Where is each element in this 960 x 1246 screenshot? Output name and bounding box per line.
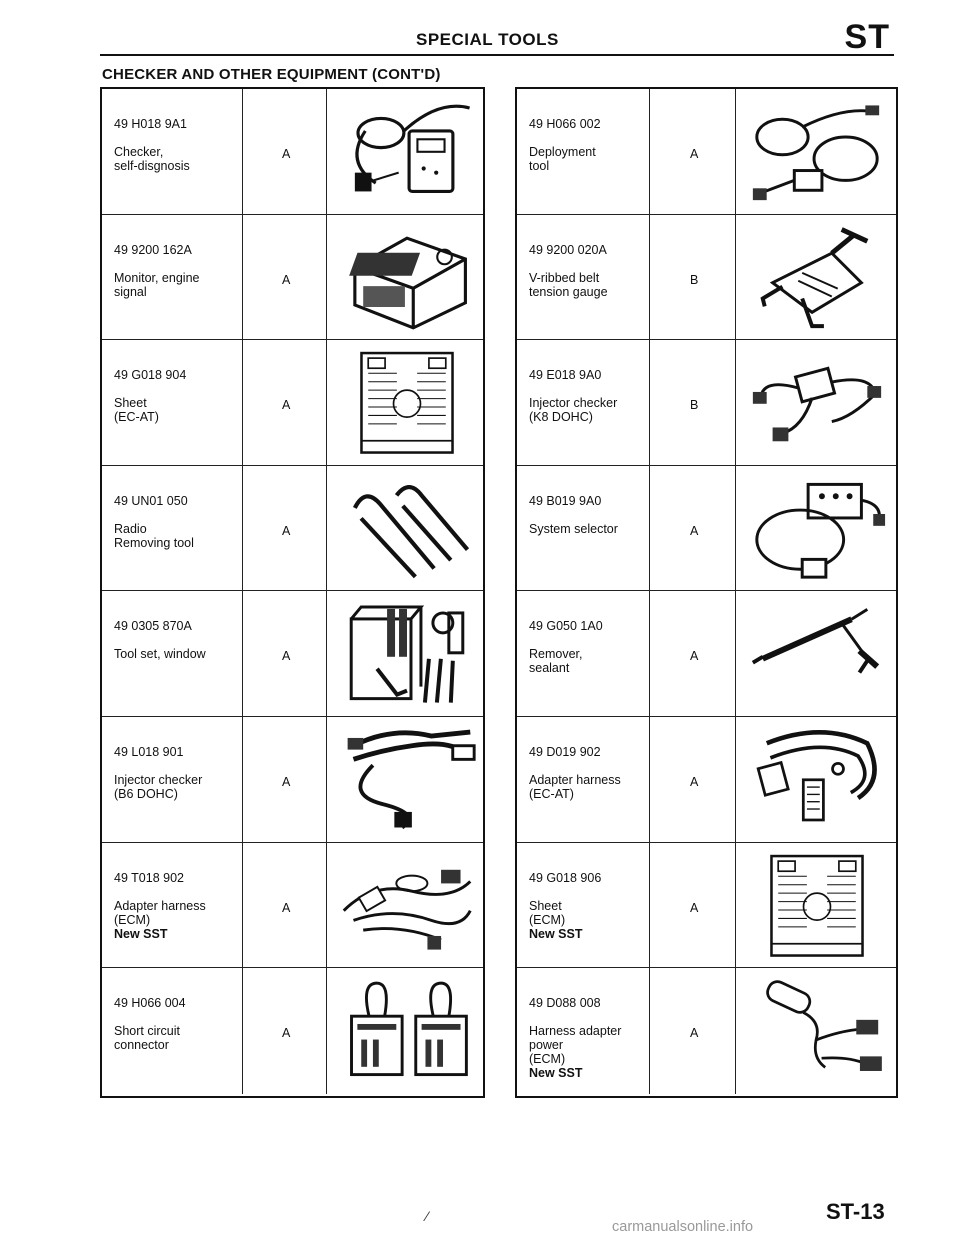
watermark: carmanualsonline.info [612,1219,754,1235]
part-number: 49 H066 004 [114,996,186,1011]
tool-name-line: Sheet [529,898,562,913]
tool-table-right [515,87,898,1098]
new-sst-label: New SST [529,926,583,941]
tool-name-line: Checker, [114,145,164,159]
column-divider [326,215,327,340]
part-number: 49 9200 020A [529,242,607,257]
part-number: 49 G050 1A0 [529,619,603,634]
column-divider [242,843,243,968]
column-divider [326,968,327,1094]
tool-category: A [282,775,291,789]
part-number: 49 D088 008 [529,996,601,1011]
tool-name-line: Remover, [529,647,583,662]
pin-sheet-icon [334,348,480,458]
tool-category: A [282,649,291,664]
section-code: ST [844,18,890,56]
column-divider [649,340,650,465]
part-number: 49 G018 906 [529,870,602,885]
tool-row [102,215,483,341]
tool-name-line: (ECM) [114,912,151,927]
tool-description-cell [114,871,206,941]
tool-name-line: tool [529,159,550,173]
part-number: 49 L018 901 [114,745,184,759]
column-divider [242,591,243,716]
column-divider [735,717,736,842]
tool-category: A [690,775,699,789]
window-tool-set-icon [334,599,480,709]
tool-category: A [282,147,291,161]
tool-name-line: (EC-AT) [114,410,159,425]
tool-row [102,843,483,969]
tool-name-line: (B6 DOHC) [114,787,178,801]
column-divider [649,968,650,1094]
tool-name-line: Removing tool [114,535,194,550]
column-divider [326,717,327,842]
page-header [100,18,894,56]
tool-name-line: Deployment [529,145,596,159]
tool-row [517,843,896,969]
part-number: 49 9200 162A [114,242,192,257]
tool-category: A [282,900,291,915]
injector-checker-icon [743,348,891,458]
tool-row [102,466,483,592]
tool-category: A [690,523,699,538]
tool-description-cell [114,117,190,173]
tool-description-cell [529,619,603,675]
injector-checker-harness-icon [334,725,480,835]
tool-name-line: Adapter harness [529,773,621,787]
tool-row [517,340,896,466]
tool-description-cell [114,368,186,424]
column-divider [649,717,650,842]
tool-row [102,717,483,843]
tool-name-line: Sheet [114,396,147,411]
tool-description-cell [114,996,186,1052]
column-divider [735,340,736,465]
tool-description-cell [114,243,199,299]
column-divider [649,89,650,214]
tool-row [517,968,896,1094]
engine-signal-monitor-icon [334,223,480,333]
tool-name-line: Short circuit [114,1024,180,1039]
tool-name-line: connector [114,1038,169,1053]
part-number: 49 H066 002 [529,117,601,131]
tool-name-line: V-ribbed belt [529,270,600,285]
column-divider [326,843,327,968]
tool-category: A [282,1026,291,1041]
tool-description-cell [529,871,601,941]
tool-row [517,89,896,215]
tool-name-line: Injector checker [114,773,203,787]
tool-name-line: Injector checker [529,396,618,411]
column-divider [242,717,243,842]
tool-name-line: (K8 DOHC) [529,410,593,425]
harness-adapter-power-icon [743,976,891,1086]
tool-name-line: System selector [529,521,618,536]
short-circuit-connector-icon [334,976,480,1086]
column-divider [326,591,327,716]
new-sst-label: New SST [529,1066,583,1081]
tool-description-cell [529,996,621,1080]
tool-name-line: sealant [529,661,570,676]
column-divider [326,466,327,591]
tool-row [102,89,483,215]
tool-description-cell [529,745,621,801]
adapter-harness-ecat-icon [743,725,891,835]
page-number: ST-13 [826,1199,885,1224]
new-sst-label: New SST [114,926,168,941]
tool-name-line: Monitor, engine [114,270,200,285]
column-divider [735,843,736,968]
tool-description-cell [114,619,206,661]
sealant-remover-icon [743,599,891,709]
page-title: SPECIAL TOOLS [416,30,559,49]
column-divider [735,591,736,716]
tool-name-line: power [529,1038,564,1053]
column-divider [649,843,650,968]
pin-sheet-icon [743,851,891,961]
tool-name-line: Harness adapter [529,1024,622,1039]
part-number: 49 0305 870A [114,619,192,634]
column-divider [735,968,736,1094]
part-number: 49 UN01 050 [114,493,188,508]
tool-name-line: (EC-AT) [529,787,574,801]
tool-description-cell [529,494,618,536]
section-title: CHECKER AND OTHER EQUIPMENT (CONT'D) [102,66,441,83]
part-number: 49 T018 902 [114,870,184,885]
column-divider [649,215,650,340]
tool-name-line: tension gauge [529,284,608,299]
tool-category: A [282,398,291,413]
tool-name-line: self-disgnosis [114,159,190,173]
tool-description-cell [529,117,601,173]
tool-description-cell [114,494,194,550]
tool-row [102,968,483,1094]
part-number: 49 G018 904 [114,368,187,383]
tool-row [517,591,896,717]
column-divider [242,340,243,465]
adapter-harness-icon [334,851,480,961]
column-divider [242,89,243,214]
tool-category: B [690,398,699,413]
tool-name-line: Radio [114,521,147,536]
system-selector-icon [743,474,891,584]
tool-row [517,717,896,843]
part-number: 49 H018 9A1 [114,117,187,131]
tool-category: A [690,649,699,664]
tool-category: A [282,272,291,287]
radio-removing-tool-icon [334,474,480,584]
tool-category: A [282,523,291,538]
part-number: 49 E018 9A0 [529,368,602,383]
part-number: 49 B019 9A0 [529,493,602,508]
tool-description-cell [529,243,608,299]
part-number: 49 D019 902 [529,745,601,759]
column-divider [735,466,736,591]
tool-category: A [690,1026,699,1041]
checker-self-diagnosis-icon [334,97,480,207]
column-divider [326,340,327,465]
tool-name-line: Tool set, window [114,647,206,662]
tool-name-line: Adapter harness [114,898,206,913]
tool-category: A [690,900,699,915]
column-divider [242,215,243,340]
tool-category: B [690,272,699,287]
column-divider [649,466,650,591]
tool-row [517,466,896,592]
tool-description-cell [529,368,617,424]
tool-table-left [100,87,485,1098]
tool-row [102,591,483,717]
tool-category: A [690,147,699,161]
column-divider [242,968,243,1094]
tool-name-line: (ECM) [529,1052,566,1067]
column-divider [735,215,736,340]
tool-row [517,215,896,341]
tool-description-cell [114,745,202,801]
tool-row [102,340,483,466]
tool-name-line: signal [114,284,147,299]
tool-name-line: (ECM) [529,912,566,927]
stray-mark: ⁄ [426,1208,429,1224]
belt-tension-gauge-icon [743,223,891,333]
column-divider [649,591,650,716]
deployment-tool-icon [743,97,891,207]
column-divider [242,466,243,591]
column-divider [326,89,327,214]
column-divider [735,89,736,214]
